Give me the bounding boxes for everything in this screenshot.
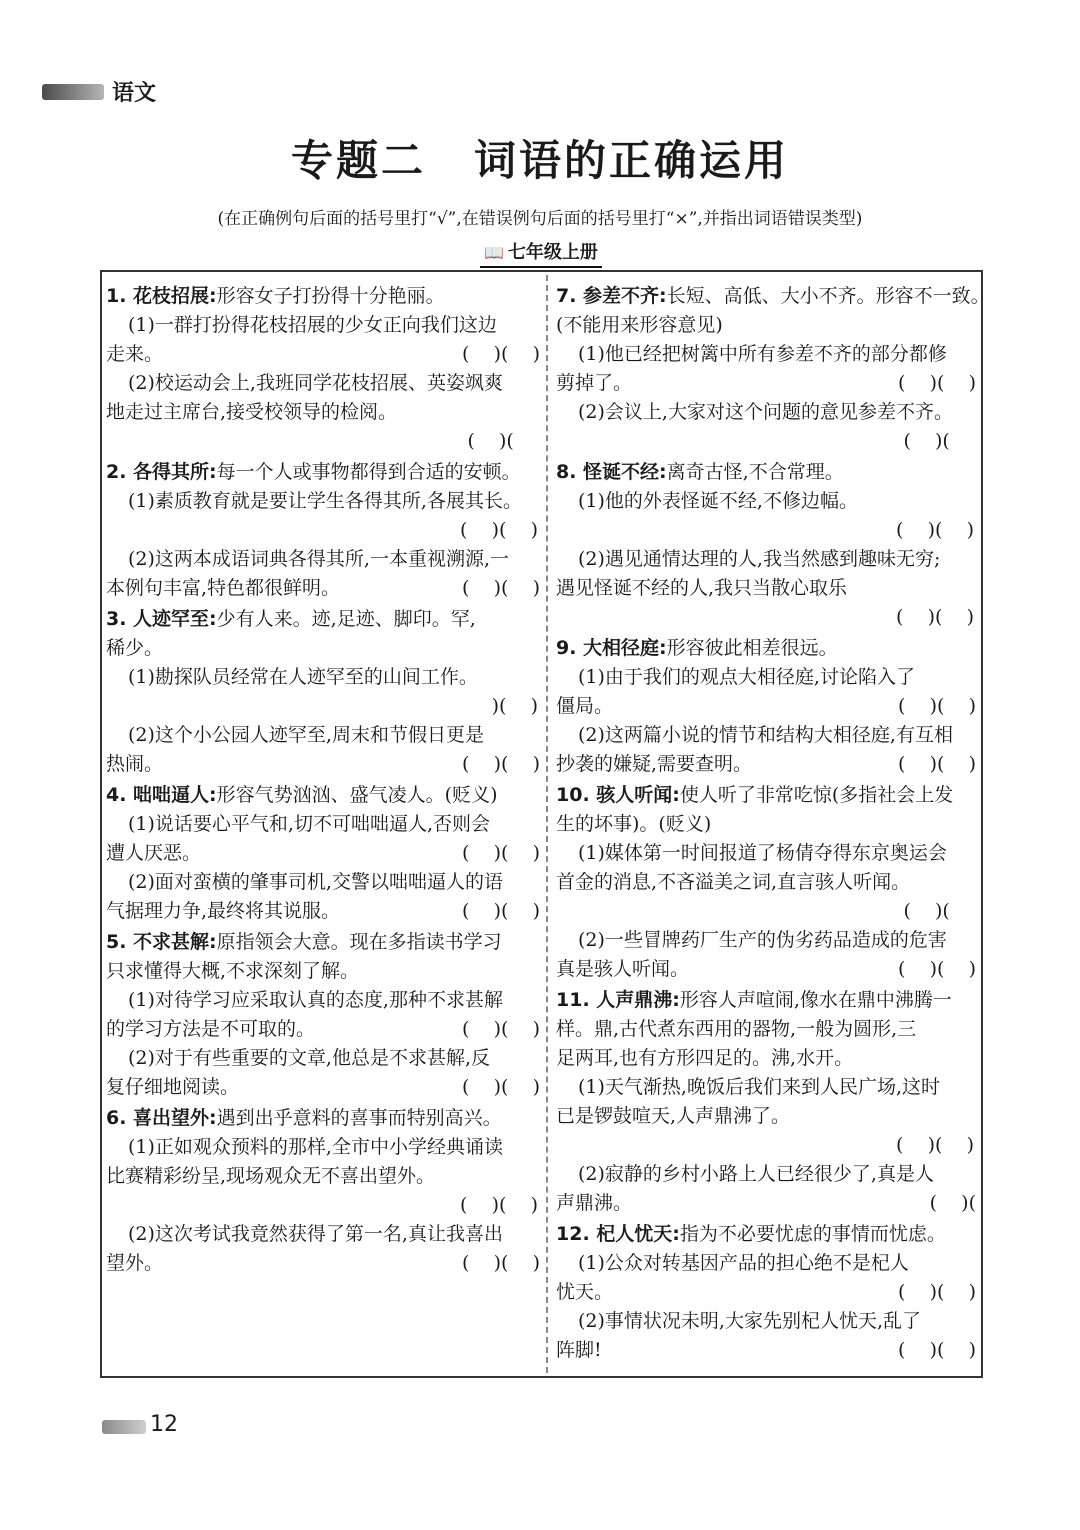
example-sentence-text: (1)他的外表怪诞不经,不修边幅。 (578, 490, 858, 512)
idiom-definition-line (556, 1220, 976, 1249)
example-sentence-text: 比赛精彩纷呈,现场观众无不喜出望外。 (106, 1165, 436, 1187)
idiom-definition: 每一个人或事物都得到合适的安顿。 (216, 461, 521, 483)
example-sentence-line (106, 1249, 540, 1278)
answer-brackets[interactable]: ( )( ) (898, 1281, 976, 1303)
idiom-definition: 指为不必要忧虑的事情而忧虑。 (679, 1223, 946, 1245)
example-sentence-line (106, 750, 540, 779)
idiom-definition: 形容气势汹汹、盛气凌人。(贬义) (216, 784, 498, 806)
example-sentence-text: 的学习方法是不可取的。 (106, 1018, 316, 1040)
title-topic-name: 词语的正确运用 (474, 136, 790, 185)
example-sentence-text: (2)这次考试我竟然获得了第一名,真让我喜出 (128, 1223, 503, 1245)
answer-brackets[interactable]: ( )( ) (462, 1018, 540, 1040)
idiom-definition-line: (不能用来形容意见) (556, 314, 723, 336)
example-sentence-text: 首金的消息,不吝溢美之词,直言骇人听闻。 (556, 871, 911, 893)
example-sentence-text: 阵脚! (556, 1339, 602, 1361)
idiom-item (106, 781, 540, 926)
example-sentence-line (556, 369, 976, 398)
example-sentence-line (106, 897, 540, 926)
example-sentence-text: (1)对待学习应采取认真的态度,那种不求甚解 (128, 989, 503, 1011)
idiom-term: 5. 不求甚解: (106, 931, 217, 953)
example-sentence-text: 地走过主席台,接受校领导的检阅。 (106, 401, 398, 423)
subject-label: 语文 (112, 81, 157, 106)
example-sentence-line (106, 1073, 540, 1102)
right-column (556, 282, 990, 1367)
grade-text: 七年级上册 (507, 242, 598, 263)
idiom-definition-line: 样。鼎,古代煮东西用的器物,一般为圆形,三 (556, 1018, 917, 1040)
example-sentence-text: 遭人厌恶。 (106, 842, 202, 864)
example-sentence-line (556, 574, 976, 603)
idiom-definition: 形容女子打扮得十分艳丽。 (216, 285, 445, 307)
example-sentence-line (556, 1249, 976, 1278)
example-sentence-text: (1)公众对转基因产品的担心绝不是杞人 (578, 1252, 909, 1274)
idiom-item (106, 1104, 540, 1278)
example-sentence-text: (1)正如观众预料的那样,全市中小学经典诵读 (128, 1136, 503, 1158)
idiom-item (556, 634, 976, 779)
idiom-definition-line: 生的坏事)。(贬义) (556, 813, 712, 835)
example-sentence-text: 热闹。 (106, 753, 164, 775)
example-sentence-text: 忧天。 (556, 1281, 614, 1303)
example-sentence-text: (1)一群打扮得花枝招展的少女正向我们这边 (128, 314, 497, 336)
example-sentence-line (556, 1189, 976, 1218)
example-sentence-line (106, 574, 540, 603)
example-sentence-line (556, 750, 976, 779)
example-sentence-text: 复仔细地阅读。 (106, 1076, 240, 1098)
example-sentence-line (556, 692, 976, 721)
example-sentence-text: 僵局。 (556, 695, 614, 717)
book-icon: 📖 (484, 243, 504, 262)
idiom-definition: 原指领会大意。现在多指读书学习 (216, 931, 502, 953)
idiom-definition: 长短、高低、大小不齐。形容不一致。 (666, 285, 990, 307)
idiom-definition-line: 只求懂得大概,不求深刻了解。 (106, 960, 360, 982)
example-sentence-text: (2)对于有些重要的文章,他总是不求甚解,反 (128, 1047, 490, 1069)
example-sentence-text: 真是骇人听闻。 (556, 958, 690, 980)
answer-brackets[interactable]: ( )( ) (896, 519, 974, 541)
column-divider (546, 275, 548, 1373)
answer-brackets[interactable]: ( )( ) (898, 958, 976, 980)
answer-brackets[interactable]: ( )( ) (898, 1339, 976, 1361)
example-sentence-line (106, 663, 540, 692)
example-sentence-text: (1)素质教育就是要让学生各得其所,各展其长。 (128, 490, 522, 512)
answer-brackets[interactable]: ( )( ) (462, 842, 540, 864)
example-sentence-text: 走来。 (106, 343, 164, 365)
example-sentence-line (106, 721, 540, 750)
example-sentence-line (106, 311, 540, 340)
grade-label (480, 238, 602, 268)
answer-brackets[interactable]: ( )( (903, 900, 974, 922)
example-sentence-text: (1)勘探队员经常在人迹罕至的山间工作。 (128, 666, 478, 688)
answer-brackets[interactable]: ( )( (929, 1192, 976, 1214)
idiom-term: 2. 各得其所: (106, 461, 217, 483)
example-sentence-line (556, 1336, 976, 1365)
answer-brackets[interactable]: ( )( (467, 430, 538, 452)
example-sentence-line (106, 810, 540, 839)
example-sentence-text: 已是锣鼓喧天,人声鼎沸了。 (556, 1105, 791, 1127)
answer-brackets[interactable]: ( )( ) (898, 695, 976, 717)
example-sentence-text: (2)这两篇小说的情节和结构大相径庭,有互相 (578, 724, 953, 746)
example-sentence-line (106, 369, 540, 398)
example-sentence-line (106, 1220, 540, 1249)
idiom-definition-line: 足两耳,也有方形四足的。沸,水开。 (556, 1047, 854, 1069)
idiom-definition-line (106, 458, 540, 487)
example-sentence-text: (2)一些冒牌药厂生产的伪劣药品造成的危害 (578, 929, 947, 951)
example-sentence-line (556, 1073, 976, 1102)
example-sentence-text: (2)遇见通情达理的人,我当然感到趣味无穷; (578, 548, 941, 570)
idiom-term: 10. 骇人听闻: (556, 784, 680, 806)
answer-brackets[interactable]: ( )( (903, 430, 974, 452)
idiom-term: 9. 大相径庭: (556, 637, 667, 659)
example-sentence-text: 本例句丰富,特色都很鲜明。 (106, 577, 341, 599)
example-sentence-text: (2)事情状况未明,大家先别杞人忧天,乱了 (578, 1310, 921, 1332)
answer-brackets[interactable]: ( )( ) (462, 1252, 540, 1274)
example-sentence-text: (1)说话要心平气和,切不可咄咄逼人,否则会 (128, 813, 490, 835)
idiom-term: 11. 人声鼎沸: (556, 989, 680, 1011)
example-sentence-line (106, 1133, 540, 1162)
example-sentence-line (106, 986, 540, 1015)
example-sentence-line (106, 1162, 540, 1191)
example-sentence-line (106, 340, 540, 369)
page-number: 12 (150, 1412, 178, 1437)
title-topic-number: 专题二 (290, 136, 426, 185)
idiom-definition-line (556, 458, 976, 487)
instruction-text: (在正确例句后面的括号里打“√”,在错误例句后面的括号里打“×”,并指出词语错误类型) (217, 209, 863, 229)
idiom-definition-line (106, 605, 540, 634)
idiom-item (556, 458, 976, 632)
idiom-definition-line (106, 282, 540, 311)
idiom-definition-line (106, 1104, 540, 1133)
idiom-definition: 形容人声喧闹,像水在鼎中沸腾一 (679, 989, 952, 1011)
example-sentence-line (556, 1102, 976, 1131)
idiom-definition: 使人听了非常吃惊(多指社会上发 (679, 784, 954, 806)
answer-brackets[interactable]: ( )( ) (462, 343, 540, 365)
example-sentence-line (556, 1307, 976, 1336)
subject-tag-bar (42, 84, 104, 100)
answer-brackets[interactable]: ( )( ) (896, 1134, 974, 1156)
example-sentence-line (556, 868, 976, 897)
example-sentence-text: (2)面对蛮横的肇事司机,交警以咄咄逼人的语 (128, 871, 503, 893)
idiom-definition: 离奇古怪,不合常理。 (666, 461, 844, 483)
example-sentence-text: (1)他已经把树篱中所有参差不齐的部分都修 (578, 343, 947, 365)
example-sentence-text: (1)由于我们的观点大相径庭,讨论陷入了 (578, 666, 915, 688)
idiom-term: 1. 花枝招展: (106, 285, 217, 307)
example-sentence-line (556, 1278, 976, 1307)
example-sentence-line (106, 839, 540, 868)
idiom-term: 8. 怪诞不经: (556, 461, 667, 483)
answer-brackets[interactable]: ( )( ) (898, 372, 976, 394)
example-sentence-text: (2)这个小公园人迹罕至,周末和节假日更是 (128, 724, 484, 746)
answer-brackets[interactable]: ( )( ) (462, 753, 540, 775)
idiom-term: 12. 杞人忧天: (556, 1223, 680, 1245)
idiom-term: 3. 人迹罕至: (106, 608, 217, 630)
idiom-definition: 少有人来。迹,足迹、脚印。罕, (216, 608, 476, 630)
idiom-definition-line (556, 634, 976, 663)
example-sentence-text: 抄袭的嫌疑,需要查明。 (556, 753, 753, 775)
idiom-item (106, 928, 540, 1102)
idiom-item (556, 781, 976, 984)
example-sentence-text: 望外。 (106, 1252, 164, 1274)
example-sentence-line (106, 1044, 540, 1073)
left-column (106, 282, 540, 1280)
example-sentence-line (556, 340, 976, 369)
example-sentence-line (556, 955, 976, 984)
example-sentence-line (556, 839, 976, 868)
example-sentence-line (106, 1015, 540, 1044)
example-sentence-line (556, 545, 976, 574)
example-sentence-line (556, 721, 976, 750)
example-sentence-line (106, 868, 540, 897)
idiom-definition-line (556, 282, 990, 311)
example-sentence-line (556, 398, 976, 427)
example-sentence-text: 气据理力争,最终将其说服。 (106, 900, 341, 922)
example-sentence-text: 遇见怪诞不经的人,我只当散心取乐 (556, 577, 848, 599)
answer-brackets[interactable]: ( )( ) (462, 1076, 540, 1098)
answer-brackets[interactable]: ( )( ) (460, 1194, 538, 1216)
example-sentence-text: 声鼎沸。 (556, 1192, 633, 1214)
answer-brackets[interactable]: ( )( ) (898, 753, 976, 775)
example-sentence-text: (2)寂静的乡村小路上人已经很少了,真是人 (578, 1163, 934, 1185)
idiom-item (556, 986, 976, 1218)
example-sentence-line (106, 398, 540, 427)
idiom-definition: 形容彼此相差很远。 (666, 637, 838, 659)
page-title (0, 128, 1080, 188)
example-sentence-line (106, 545, 540, 574)
example-sentence-text: (2)会议上,大家对这个问题的意见参差不齐。 (578, 401, 953, 423)
idiom-item (106, 605, 540, 779)
idiom-term: 4. 咄咄逼人: (106, 784, 217, 806)
idiom-definition-line: 稀少。 (106, 637, 164, 659)
idiom-definition-line (556, 986, 976, 1015)
example-sentence-text: (2)这两本成语词典各得其所,一本重视溯源,一 (128, 548, 509, 570)
example-sentence-line (106, 487, 540, 516)
answer-brackets[interactable]: ( )( ) (462, 577, 540, 599)
example-sentence-text: (2)校运动会上,我班同学花枝招展、英姿飒爽 (128, 372, 503, 394)
answer-brackets[interactable]: ( )( ) (460, 519, 538, 541)
example-sentence-text: (1)天气渐热,晚饭后我们来到人民广场,这时 (578, 1076, 940, 1098)
idiom-item (106, 458, 540, 603)
example-sentence-line (556, 926, 976, 955)
answer-brackets[interactable]: ( )( ) (896, 606, 974, 628)
example-sentence-text: (1)媒体第一时间报道了杨倩夺得东京奥运会 (578, 842, 947, 864)
page-number-bar (102, 1420, 146, 1434)
answer-brackets[interactable]: )( ) (491, 695, 538, 717)
idiom-definition-line (106, 781, 540, 810)
example-sentence-line (556, 663, 976, 692)
idiom-item (106, 282, 540, 456)
idiom-definition-line (106, 928, 540, 957)
example-sentence-line (556, 1160, 976, 1189)
idiom-term: 7. 参差不齐: (556, 285, 667, 307)
answer-brackets[interactable]: ( )( ) (462, 900, 540, 922)
idiom-definition: 遇到出乎意料的喜事而特别高兴。 (216, 1107, 502, 1129)
idiom-definition-line (556, 781, 976, 810)
example-sentence-text: 剪掉了。 (556, 372, 633, 394)
idiom-item (556, 1220, 976, 1365)
idiom-item (556, 282, 990, 456)
example-sentence-line (556, 487, 976, 516)
idiom-term: 6. 喜出望外: (106, 1107, 217, 1129)
